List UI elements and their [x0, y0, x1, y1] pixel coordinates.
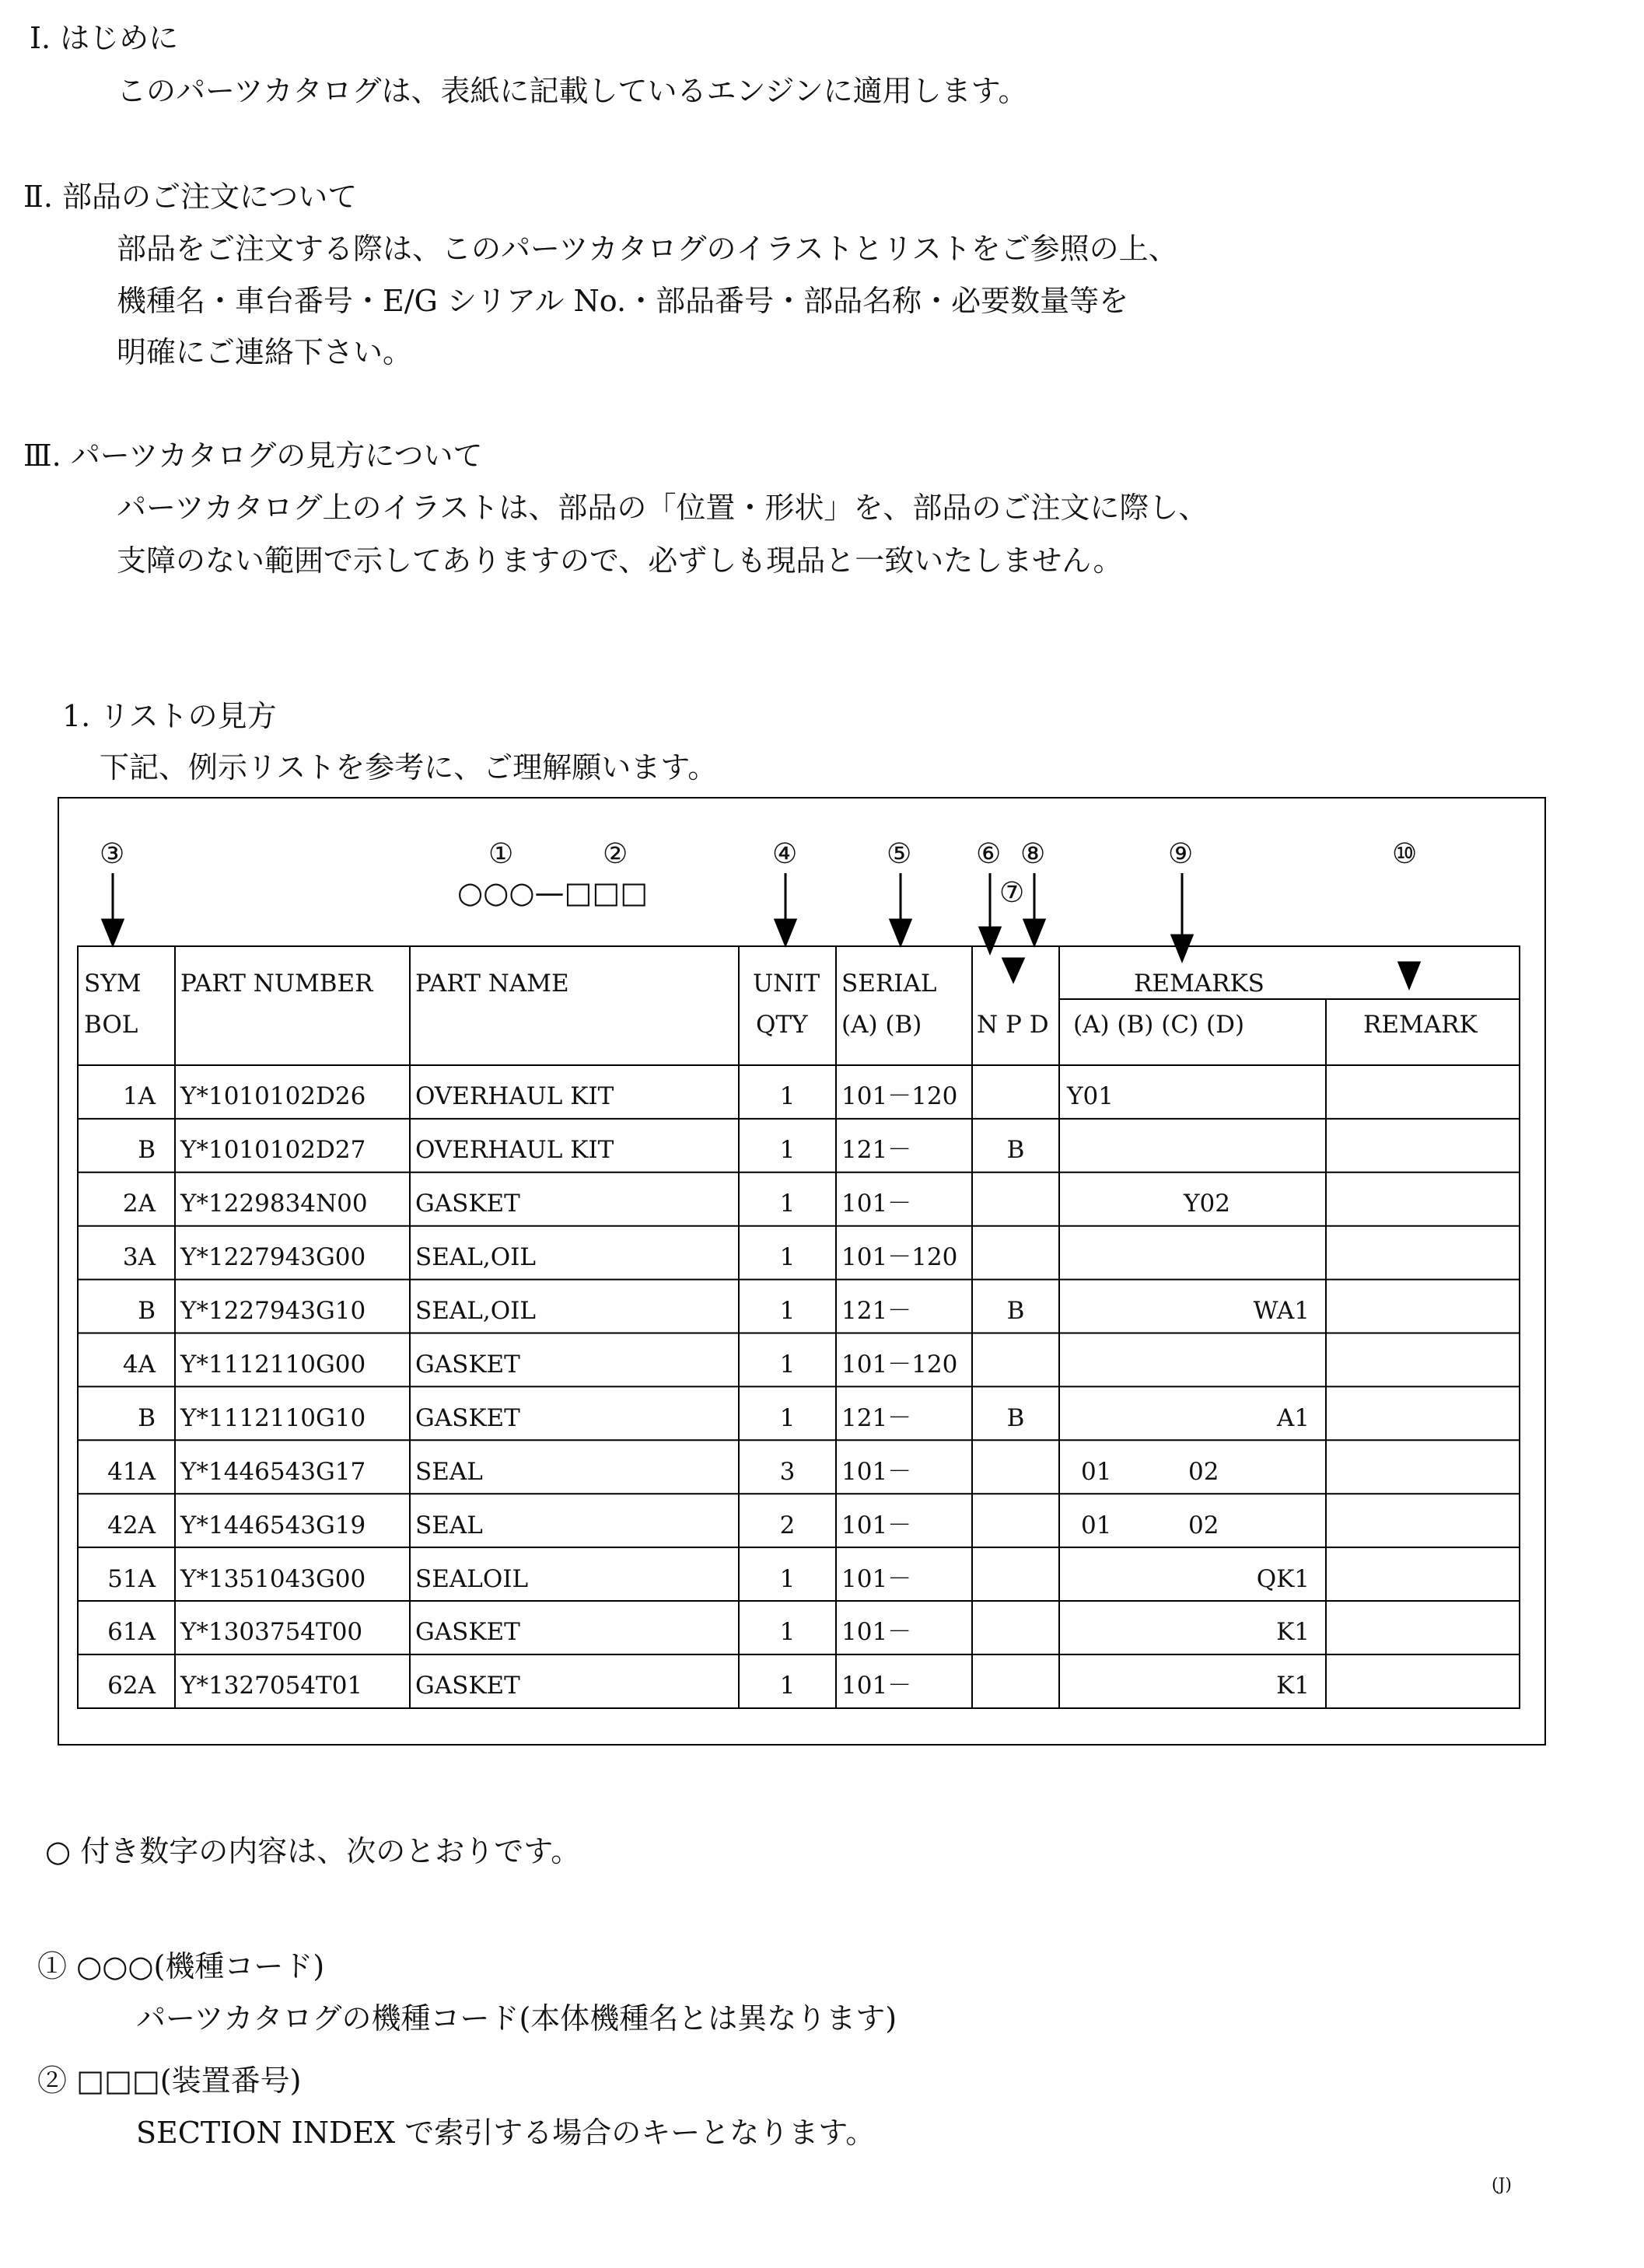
- cell-name: SEAL: [415, 1511, 483, 1539]
- cell-remarks: QK1: [1256, 1564, 1310, 1593]
- cell-pn: Y*1446543G17: [180, 1457, 366, 1486]
- callout-3: ③: [100, 838, 125, 870]
- cell-qty: 1: [779, 1243, 796, 1272]
- cell-serial: 101－: [841, 1564, 912, 1593]
- cell-serial: 101－120: [841, 1350, 958, 1379]
- section1-heading: Ⅰ. はじめに: [30, 21, 179, 55]
- callout-10: ⑩: [1392, 838, 1418, 870]
- cell-sym: 61A: [107, 1618, 156, 1647]
- header-symbol: SYM: [84, 970, 142, 998]
- cell-pn: Y*1303754T00: [180, 1618, 363, 1647]
- cell-sym: 1A: [122, 1082, 156, 1111]
- cell-name: SEAL: [415, 1457, 483, 1486]
- note-1-body: パーツカタログの機種コード(本体機種名とは異なります): [136, 2001, 897, 2036]
- cell-sym: B: [138, 1403, 156, 1432]
- cell-remarks: K1: [1276, 1672, 1310, 1700]
- section2-body-line: 部品をご注文する際は、このパーツカタログのイラストとリストをご参照の上、: [117, 232, 1178, 266]
- cell-pn: Y*1229834N00: [180, 1190, 368, 1218]
- cell-name: SEALOIL: [415, 1564, 529, 1593]
- note-2-title: ② □□□(装置番号): [37, 2064, 302, 2098]
- cell-qty: 1: [779, 1672, 796, 1700]
- cell-serial: 121－: [841, 1403, 912, 1432]
- cell-name: OVERHAUL KIT: [415, 1082, 614, 1111]
- cell-serial: 101－: [841, 1457, 912, 1486]
- cell-qty: 3: [779, 1457, 796, 1486]
- cell-remarks: 01 02: [1081, 1457, 1219, 1486]
- header-part-name: PART NAME: [415, 970, 569, 998]
- cell-pn: Y*1112110G10: [180, 1403, 366, 1432]
- cell-npd: B: [1006, 1403, 1025, 1432]
- cell-pn: Y*1327054T01: [180, 1672, 363, 1700]
- header-symbol: BOL: [84, 1011, 138, 1039]
- callout-1: ①: [488, 838, 514, 870]
- header-serial: SERIAL: [841, 970, 937, 998]
- cell-qty: 1: [779, 1297, 796, 1326]
- cell-name: SEAL,OIL: [415, 1297, 536, 1326]
- cell-npd: B: [1006, 1136, 1025, 1165]
- cell-qty: 2: [779, 1511, 796, 1539]
- section2-body-line: 機種名・車台番号・E/G シリアル No.・部品番号・部品名称・必要数量等を: [117, 284, 1129, 318]
- cell-sym: 51A: [107, 1564, 156, 1593]
- cell-sym: 42A: [107, 1511, 156, 1539]
- callout-6: ⑥: [976, 838, 1002, 870]
- cell-serial: 101－: [841, 1618, 912, 1647]
- cell-sym: 3A: [122, 1243, 156, 1272]
- callout-5: ⑤: [887, 838, 912, 870]
- header-part-number: PART NUMBER: [180, 970, 373, 998]
- section2-body-line: 明確にご連絡下さい。: [117, 335, 413, 369]
- cell-remarks: K1: [1276, 1618, 1310, 1647]
- cell-pn: Y*1010102D27: [180, 1136, 366, 1165]
- cell-npd: B: [1006, 1297, 1025, 1326]
- cell-name: GASKET: [415, 1618, 520, 1647]
- cell-serial: 101－120: [841, 1243, 958, 1272]
- header-unit-qty: UNIT: [753, 970, 820, 998]
- section1-body-line: このパーツカタログは、表紙に記載しているエンジンに適用します。: [117, 74, 1028, 108]
- cell-qty: 1: [779, 1082, 796, 1111]
- cell-name: SEAL,OIL: [415, 1243, 536, 1272]
- cell-remarks: WA1: [1253, 1297, 1310, 1326]
- cell-pn: Y*1227943G00: [180, 1243, 366, 1272]
- header-npd: N P D: [977, 1011, 1049, 1039]
- cell-sym: B: [138, 1136, 156, 1165]
- cell-qty: 1: [779, 1564, 796, 1593]
- section3-body-line: 支障のない範囲で示してありますので、必ずしも現品と一致いたしません。: [117, 543, 1123, 578]
- cell-remarks: A1: [1276, 1403, 1310, 1432]
- cell-serial: 101－120: [841, 1082, 958, 1111]
- callout-8: ⑧: [1020, 838, 1046, 870]
- cell-qty: 1: [779, 1403, 796, 1432]
- cell-serial: 101－: [841, 1672, 912, 1700]
- notes-intro: ○ 付き数字の内容は、次のとおりです。: [45, 1834, 581, 1868]
- section3-body-line: パーツカタログ上のイラストは、部品の「位置・形状」を、部品のご注文に際し、: [117, 491, 1209, 525]
- cell-serial: 121－: [841, 1297, 912, 1326]
- cell-name: OVERHAUL KIT: [415, 1136, 614, 1165]
- cell-name: GASKET: [415, 1403, 520, 1432]
- cell-serial: 121－: [841, 1136, 912, 1165]
- cell-qty: 1: [779, 1136, 796, 1165]
- cell-remarks: Y02: [1184, 1190, 1230, 1218]
- callout-7: ⑦: [999, 877, 1025, 909]
- header-serial-sub: (A) (B): [841, 1011, 922, 1039]
- cell-pn: Y*1010102D26: [180, 1082, 366, 1111]
- cell-qty: 1: [779, 1350, 796, 1379]
- cell-sym: 4A: [122, 1350, 156, 1379]
- cell-pn: Y*1446543G19: [180, 1511, 366, 1539]
- cell-qty: 1: [779, 1190, 796, 1218]
- cell-sym: 2A: [122, 1190, 156, 1218]
- header-remark: REMARK: [1363, 1011, 1478, 1039]
- header-remarks: REMARKS: [1134, 970, 1264, 998]
- callout-2: ②: [603, 838, 628, 870]
- cell-pn: Y*1351043G00: [180, 1564, 366, 1593]
- note-2-body: SECTION INDEX で索引する場合のキーとなります。: [136, 2116, 876, 2150]
- subsection-heading: 1. リストの見方: [62, 699, 277, 733]
- cell-qty: 1: [779, 1618, 796, 1647]
- cell-name: GASKET: [415, 1350, 520, 1379]
- section2-heading: Ⅱ. 部品のご注文について: [23, 180, 358, 214]
- cell-serial: 101－: [841, 1511, 912, 1539]
- page-footer: (J): [1492, 2175, 1512, 2195]
- section3-heading: Ⅲ. パーツカタログの見方について: [23, 439, 483, 473]
- cell-remarks: Y01: [1067, 1082, 1114, 1111]
- note-1-title: ① ○○○(機種コード): [37, 1949, 325, 1983]
- cell-pn: Y*1112110G00: [180, 1350, 366, 1379]
- cell-sym: B: [138, 1297, 156, 1326]
- cell-pn: Y*1227943G10: [180, 1297, 366, 1326]
- header-unit-qty: QTY: [756, 1011, 808, 1039]
- cell-name: GASKET: [415, 1190, 520, 1218]
- cell-sym: 41A: [107, 1457, 156, 1486]
- cell-remarks: 01 02: [1081, 1511, 1219, 1539]
- callout-4: ④: [772, 838, 798, 870]
- code-label: ○○○—□□□: [457, 875, 649, 910]
- header-remarks-sub: (A) (B) (C) (D): [1073, 1011, 1245, 1039]
- cell-serial: 101－: [841, 1190, 912, 1218]
- cell-sym: 62A: [107, 1672, 156, 1700]
- cell-name: GASKET: [415, 1672, 520, 1700]
- subsection-body: 下記、例示リストを参考に、ご理解願います。: [100, 750, 718, 785]
- callout-9: ⑨: [1168, 838, 1194, 870]
